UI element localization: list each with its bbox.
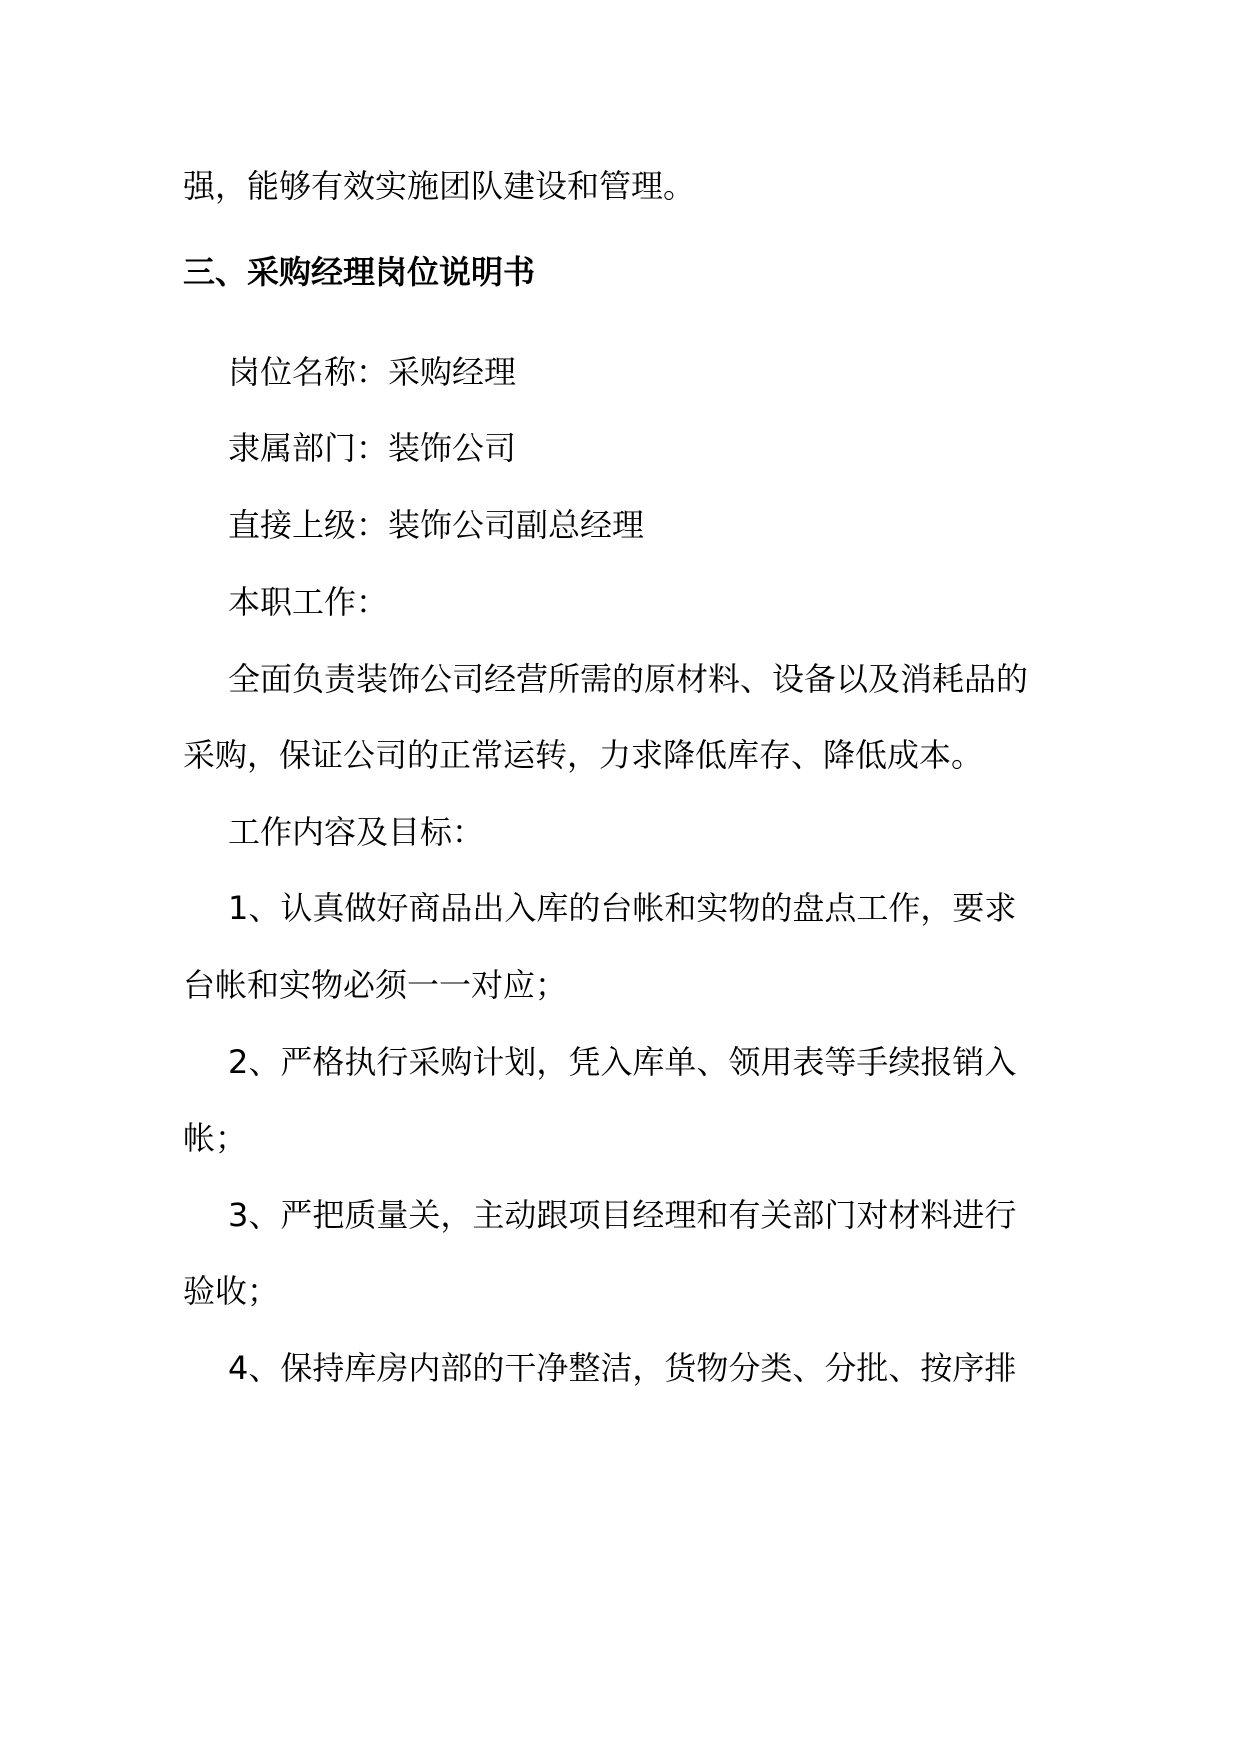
item-2-line-1: 2、严格执行采购计划，凭入库单、领用表等手续报销入: [228, 1043, 1017, 1081]
section-heading: 三、采购经理岗位说明书: [183, 253, 536, 291]
continuation-text: 强，能够有效实施团队建设和管理。: [183, 167, 696, 205]
item-1-line-2: 台帐和实物必须一一对应；: [183, 966, 568, 1004]
content-label: 工作内容及目标：: [228, 813, 485, 851]
duty-text-line-2: 采购，保证公司的正常运转，力求降低库存、降低成本。: [183, 736, 984, 774]
department-line: 隶属部门：装饰公司: [228, 429, 517, 467]
job-title-line: 岗位名称：采购经理: [228, 353, 517, 391]
item-4-line-1: 4、保持库房内部的干净整洁，货物分类、分批、按序排: [228, 1349, 1017, 1387]
duty-text-line-1: 全面负责装饰公司经营所需的原材料、设备以及消耗品的: [228, 660, 1029, 698]
item-3-line-1: 3、严把质量关，主动跟项目经理和有关部门对材料进行: [228, 1196, 1017, 1234]
supervisor-line: 直接上级：装饰公司副总经理: [228, 506, 645, 544]
item-1-line-1: 1、认真做好商品出入库的台帐和实物的盘点工作，要求: [228, 889, 1017, 927]
item-3-line-2: 验收；: [183, 1272, 280, 1310]
duty-label: 本职工作：: [228, 583, 389, 621]
item-2-line-2: 帐；: [183, 1119, 248, 1157]
